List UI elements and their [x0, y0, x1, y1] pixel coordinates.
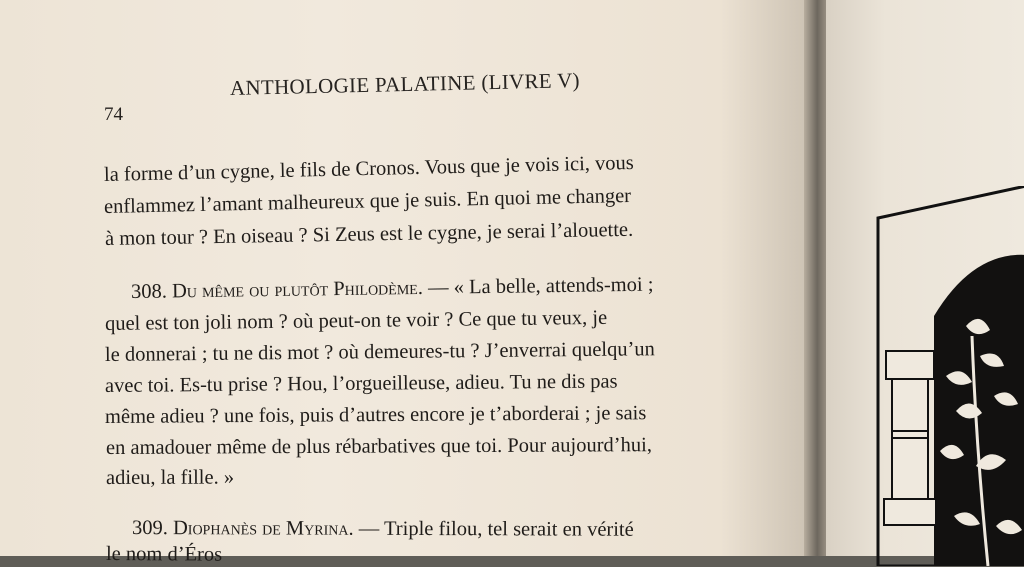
running-head: ANTHOLOGIE PALATINE (LIVRE V) [229, 68, 581, 100]
text-line: à mon tour ? En oiseau ? Si Zeus est le cygne, je serai l’alouette. [104, 218, 634, 250]
text-line: la forme d’un cygne, le fils de Cronos. Vous que je vois ici, vous [103, 151, 634, 186]
text-line: même adieu ? une fois, puis d’autres encore je t’aborderai ; je sais [104, 402, 647, 428]
epigram-author: Diophanès de Myrina. [172, 517, 354, 540]
book-gutter [804, 0, 828, 556]
epigram-first-line: — « La belle, attends-moi ; [427, 273, 654, 299]
text-line: avec toi. Es-tu prise ? Hou, l’orgueilleuse, adieu. Tu ne dis pas [104, 370, 618, 397]
epigram-author: Du même ou plutôt Philodème. [171, 276, 424, 303]
text-line: quel est ton joli nom ? où peut-on te voir ? Ce que tu veux, je [104, 306, 608, 335]
epigram-first-line: — Triple filou, tel serait en vérité [358, 517, 634, 541]
epigram-number: 308. [130, 280, 168, 303]
epigram-309-heading [132, 517, 634, 542]
decorative-woodcut-icon [876, 186, 1024, 566]
text-line: le nom d’Éros [105, 543, 223, 566]
page-number: 74 [104, 104, 123, 125]
text-line: adieu, la fille. » [105, 466, 235, 489]
text-line: enflammez l’amant malheureux que je suis. En quoi me changer [103, 184, 632, 218]
epigram-number: 309. [131, 517, 168, 540]
text-line: le donnerai ; tu ne dis mot ? où demeures-tu ? J’enverrai quelqu’un [104, 338, 656, 366]
text-line: en amadouer même de plus rébarbatives que toi. Pour aujourd’hui, [105, 434, 652, 459]
